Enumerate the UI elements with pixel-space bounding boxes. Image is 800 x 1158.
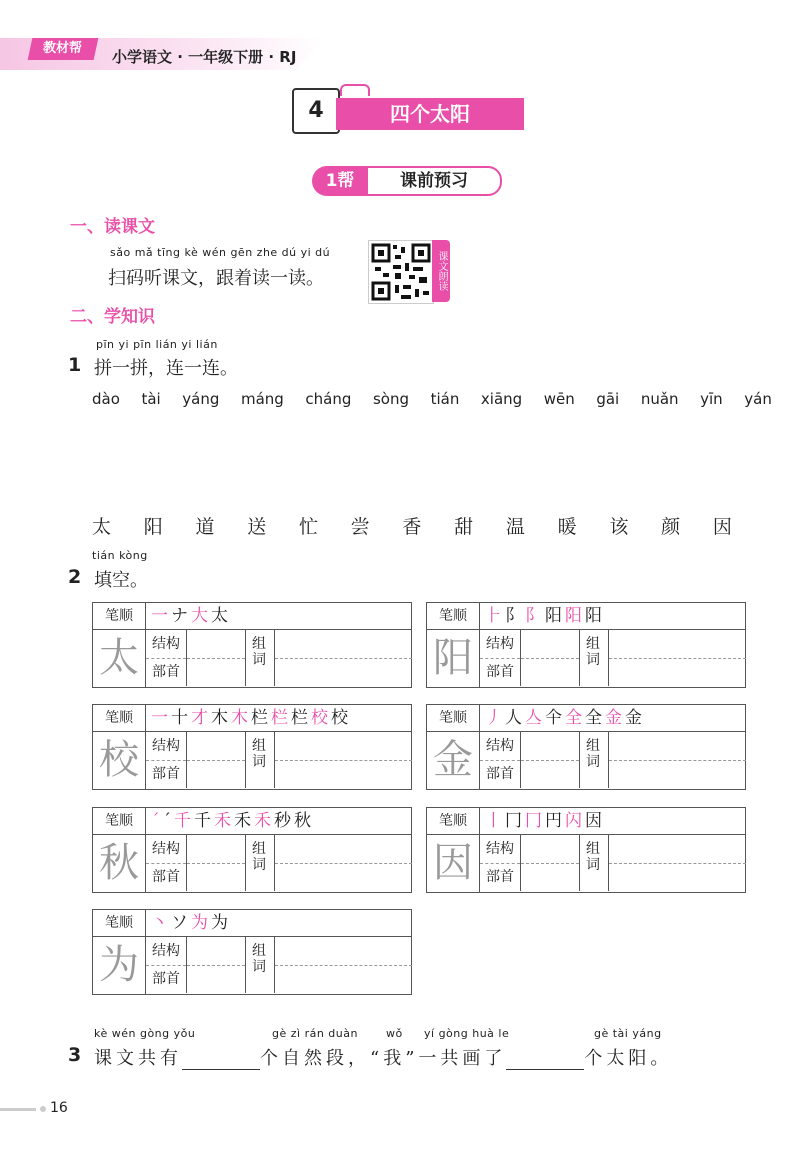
- stroke-step: 金: [625, 708, 645, 728]
- q1-character-item[interactable]: 太: [92, 516, 112, 538]
- structure-label: 结构: [146, 732, 186, 761]
- q1-character-item[interactable]: 该: [609, 516, 629, 538]
- radical-label: 部首: [152, 664, 180, 680]
- stroke-step: 秋: [294, 811, 314, 831]
- stroke-step: 一: [151, 606, 171, 626]
- structure-label: 结构: [146, 630, 186, 659]
- char-table-3: [426, 704, 746, 790]
- stroke-order: [485, 809, 605, 833]
- q1-character-item[interactable]: 送: [247, 516, 267, 538]
- radical-label: 部首: [486, 869, 514, 885]
- page-number-dot: [40, 1106, 46, 1112]
- stroke-step: ˊ: [151, 811, 163, 831]
- structure-radical-answer[interactable]: [186, 630, 246, 686]
- stroke-step: 阳: [565, 606, 585, 626]
- structure-radical-answer[interactable]: [186, 732, 246, 788]
- model-character: 太: [93, 630, 146, 687]
- stroke-step: 栏: [271, 708, 291, 728]
- stroke-label: 笔顺: [93, 808, 146, 834]
- q3-part-a: 课文共有: [94, 1048, 182, 1069]
- stroke-order: [485, 706, 645, 730]
- section-name: 课前预习: [366, 166, 502, 196]
- stroke-step: 禾: [214, 811, 234, 831]
- words-answer[interactable]: [608, 835, 746, 891]
- char-table-6: [92, 909, 412, 995]
- q3-pinyin-e: gè tài yáng: [594, 1027, 662, 1040]
- q1-pinyin-item[interactable]: yáng: [182, 390, 220, 408]
- stroke-step: 亼: [525, 708, 545, 728]
- stroke-order: [151, 809, 314, 833]
- stroke-label: 笔顺: [427, 705, 480, 731]
- part1-heading: 一、读课文: [70, 217, 155, 237]
- page-number-line: [0, 1108, 36, 1111]
- q1-character-item[interactable]: 忙: [298, 516, 318, 538]
- structure-radical-answer[interactable]: [186, 937, 246, 993]
- stroke-step: 丨: [485, 811, 505, 831]
- q1-character-item[interactable]: 香: [402, 516, 422, 538]
- stroke-step: 円: [545, 811, 565, 831]
- structure-radical-answer[interactable]: [186, 835, 246, 891]
- q3-part-b: 个自然段，“我”一共画了: [260, 1048, 507, 1069]
- q3-blank-2[interactable]: [506, 1051, 584, 1070]
- lesson-number: 4: [292, 88, 340, 134]
- q1-pinyin-item[interactable]: gāi: [596, 390, 620, 408]
- stroke-step: 秒: [274, 811, 294, 831]
- radical-label: 部首: [152, 971, 180, 987]
- words-label: 组词: [252, 636, 266, 668]
- q3-pinyin-a: kè wén gòng yǒu: [94, 1027, 196, 1040]
- stroke-step: 校: [331, 708, 351, 728]
- q3-part-c: 个太阳。: [584, 1048, 673, 1069]
- stroke-step: 冂: [505, 811, 525, 831]
- stroke-step: 木: [231, 708, 251, 728]
- stroke-order: [151, 706, 351, 730]
- stroke-step: 金: [605, 708, 625, 728]
- radical-label: 部首: [152, 766, 180, 782]
- q1-character-item[interactable]: 温: [505, 516, 525, 538]
- words-answer[interactable]: [608, 732, 746, 788]
- char-table-1: [426, 602, 746, 688]
- words-label: 组词: [252, 738, 266, 770]
- page-number: 16: [50, 1100, 68, 1116]
- stroke-step: 大: [191, 606, 211, 626]
- words-answer[interactable]: [274, 937, 412, 993]
- stroke-row: [93, 910, 411, 937]
- stroke-row: [93, 705, 411, 732]
- stroke-step: 十: [171, 708, 191, 728]
- radical-label: 部首: [486, 766, 514, 782]
- radical-label: 部首: [152, 869, 180, 885]
- structure-label: 结构: [480, 630, 520, 659]
- char-table-5: [426, 807, 746, 893]
- char-table-0: [92, 602, 412, 688]
- char-table-4: [92, 807, 412, 893]
- stroke-step: 阝: [525, 606, 545, 626]
- stroke-step: 栏: [251, 708, 271, 728]
- part1-text: 扫码听课文，跟着读一读。: [108, 268, 324, 289]
- q1-pinyin-item[interactable]: xiāng: [480, 390, 523, 408]
- stroke-row: [93, 603, 411, 630]
- stroke-step: 冂: [525, 811, 545, 831]
- stroke-step: 丶: [151, 913, 171, 933]
- stroke-label: 笔顺: [93, 910, 146, 936]
- words-answer[interactable]: [274, 630, 412, 686]
- section-tag: 1帮: [312, 166, 368, 196]
- stroke-step: 才: [191, 708, 211, 728]
- q1-pinyin-item[interactable]: tián: [430, 390, 460, 408]
- radical-label: 部首: [486, 664, 514, 680]
- stroke-step: 木: [211, 708, 231, 728]
- stroke-row: [93, 808, 411, 835]
- words-label: 组词: [586, 841, 600, 873]
- header-subject: 小学语文 · 一年级下册 · RJ: [112, 48, 297, 66]
- stroke-step: 仐: [545, 708, 565, 728]
- structure-label: 结构: [480, 732, 520, 761]
- stroke-label: 笔顺: [427, 808, 480, 834]
- model-character: 校: [93, 732, 146, 789]
- stroke-row: [427, 603, 745, 630]
- stroke-step: 丿: [485, 708, 505, 728]
- q1-character-item[interactable]: 尝: [350, 516, 370, 538]
- stroke-order: [151, 604, 231, 628]
- q1-pinyin: pīn yi pīn lián yi lián: [96, 338, 218, 351]
- q1-character-item[interactable]: 颜: [661, 516, 681, 538]
- stroke-step: 禾: [234, 811, 254, 831]
- stroke-step: 人: [505, 708, 525, 728]
- stroke-step: ˊ: [162, 811, 174, 831]
- stroke-step: 阳: [545, 606, 565, 626]
- stroke-label: 笔顺: [93, 705, 146, 731]
- stroke-step: ナ: [171, 606, 191, 626]
- stroke-step: 千: [174, 811, 194, 831]
- q3-pinyin-c: wǒ: [386, 1027, 403, 1040]
- q3-blank-1[interactable]: [182, 1051, 260, 1070]
- stroke-row: [427, 705, 745, 732]
- stroke-step: 因: [585, 811, 605, 831]
- q1-text: 拼一拼，连一连。: [94, 358, 238, 379]
- words-label: 组词: [586, 636, 600, 668]
- stroke-step: 禾: [254, 811, 274, 831]
- q2-number: 2: [68, 566, 82, 588]
- q1-pinyin-item[interactable]: cháng: [305, 390, 352, 408]
- q1-pinyin-row: [92, 390, 772, 408]
- lesson-tab-decoration: [340, 84, 370, 96]
- q1-character-item[interactable]: 甜: [454, 516, 474, 538]
- q1-character-item[interactable]: 阳: [143, 516, 163, 538]
- model-character: 阳: [427, 630, 480, 687]
- q1-character-item[interactable]: 道: [195, 516, 215, 538]
- stroke-step: ⺊: [485, 606, 505, 626]
- stroke-step: 为: [191, 913, 211, 933]
- q1-pinyin-item[interactable]: wēn: [543, 390, 575, 408]
- stroke-step: ソ: [171, 913, 191, 933]
- part2-heading: 二、学知识: [70, 307, 155, 327]
- stroke-step: 全: [565, 708, 585, 728]
- structure-label: 结构: [146, 937, 186, 966]
- q3-number: 3: [68, 1044, 82, 1066]
- stroke-step: 阳: [585, 606, 605, 626]
- stroke-step: 栏: [291, 708, 311, 728]
- structure-radical-answer[interactable]: [520, 732, 580, 788]
- stroke-order: [485, 604, 605, 628]
- words-answer[interactable]: [608, 630, 746, 686]
- model-character: 金: [427, 732, 480, 789]
- q2-pinyin: tián kòng: [92, 549, 148, 562]
- stroke-step: 闪: [565, 811, 585, 831]
- lesson-title: 四个太阳: [336, 98, 524, 130]
- words-label: 组词: [252, 943, 266, 975]
- stroke-order: [151, 911, 231, 935]
- part1-pinyin: sǎo mǎ tīng kè wén gēn zhe dú yi dú: [110, 246, 331, 259]
- stroke-step: 阝: [505, 606, 525, 626]
- model-character: 秋: [93, 835, 146, 892]
- structure-label: 结构: [146, 835, 186, 864]
- q1-pinyin-item[interactable]: tài: [141, 390, 161, 408]
- stroke-step: 全: [585, 708, 605, 728]
- stroke-label: 笔顺: [427, 603, 480, 629]
- stroke-step: 为: [211, 913, 231, 933]
- q3-pinyin-b: gè zì rán duàn: [272, 1027, 358, 1040]
- q1-pinyin-item[interactable]: máng: [240, 390, 284, 408]
- q1-character-row: [92, 512, 732, 539]
- words-label: 组词: [252, 841, 266, 873]
- model-character: 因: [427, 835, 480, 892]
- q1-character-item[interactable]: 暖: [557, 516, 577, 538]
- stroke-step: 校: [311, 708, 331, 728]
- words-label: 组词: [586, 738, 600, 770]
- stroke-row: [427, 808, 745, 835]
- q1-pinyin-item[interactable]: sòng: [372, 390, 409, 408]
- q1-pinyin-item[interactable]: dào: [92, 390, 120, 408]
- q1-pinyin-item[interactable]: nuǎn: [640, 390, 679, 408]
- structure-label: 结构: [480, 835, 520, 864]
- header-badge: 教材帮: [28, 38, 99, 60]
- q1-pinyin-item[interactable]: yán: [744, 390, 772, 408]
- words-answer[interactable]: [274, 835, 412, 891]
- q1-pinyin-item[interactable]: yīn: [700, 390, 723, 408]
- stroke-step: 一: [151, 708, 171, 728]
- qr-label: 课文朗读: [432, 240, 450, 302]
- q3-sentence: [94, 1044, 672, 1070]
- char-table-2: [92, 704, 412, 790]
- q1-character-item[interactable]: 因: [712, 516, 732, 538]
- q2-text: 填空。: [94, 570, 148, 591]
- q3-pinyin-d: yí gòng huà le: [424, 1027, 510, 1040]
- stroke-label: 笔顺: [93, 603, 146, 629]
- stroke-step: 千: [194, 811, 214, 831]
- qr-code[interactable]: [368, 240, 434, 304]
- words-answer[interactable]: [274, 732, 412, 788]
- model-character: 为: [93, 937, 146, 994]
- stroke-step: 太: [211, 606, 231, 626]
- structure-radical-answer[interactable]: [520, 630, 580, 686]
- q1-number: 1: [68, 354, 82, 376]
- structure-radical-answer[interactable]: [520, 835, 580, 891]
